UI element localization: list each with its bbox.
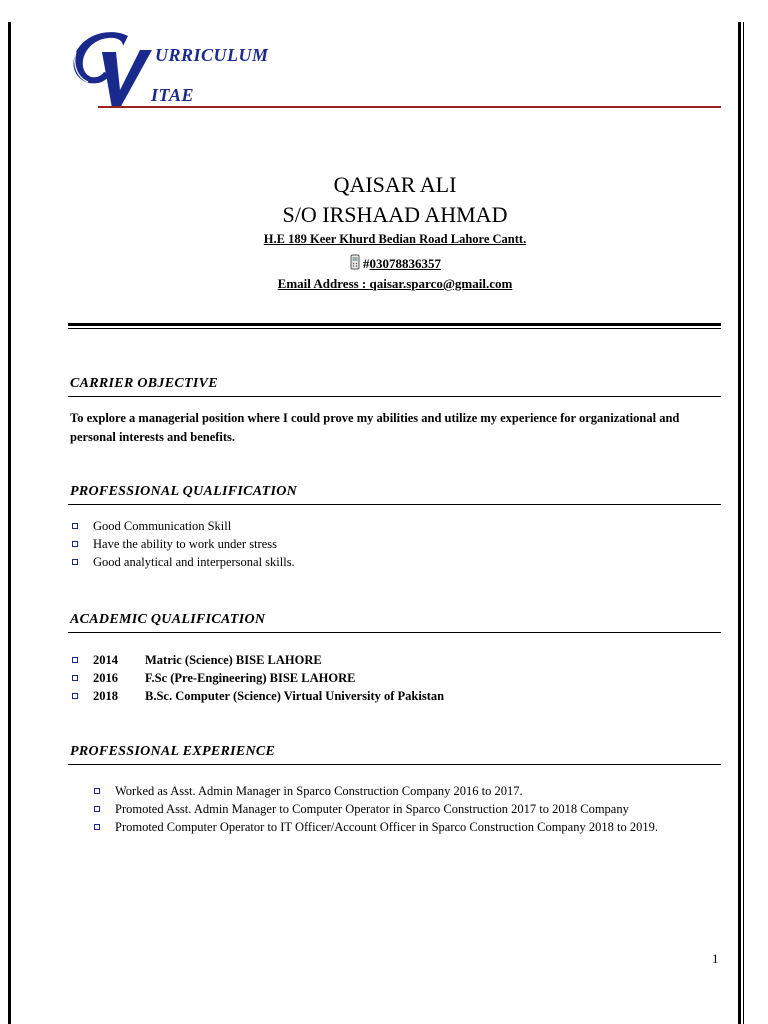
divider-thick [68,323,721,326]
header-rule [98,106,721,108]
professional-experience-list [92,782,712,836]
page-number: 1 [712,951,719,966]
address: H.E 189 Keer Khurd Bedian Road Lahore Cantt. [263,232,527,246]
square-bullet-icon [72,523,78,529]
list-item [70,669,710,687]
list-item [70,651,710,669]
list-item: Good analytical and interpersonal skills. [70,553,710,571]
phone-prefix: # [363,256,370,271]
square-bullet-icon [72,675,78,681]
phone-number: 03078836357 [369,256,441,271]
section-title-objective: CARRIER OBJECTIVE [70,376,218,391]
section-rule-professional-experience [68,764,721,765]
left-border [8,22,11,1024]
list-item: Promoted Asst. Admin Manager to Computer Operator in Sparco Construction 2017 to 2018 Company [92,800,712,818]
section-title-professional-qualification: PROFESSIONAL QUALIFICATION [70,484,298,499]
section-rule-professional-qualification [68,504,721,505]
list-item [70,687,710,705]
list-item: Have the ability to work under stress [70,535,710,553]
square-bullet-icon [72,657,78,663]
professional-qualification-list [70,517,710,571]
phone-line [70,254,720,272]
divider-thin [68,328,721,329]
section-title-professional-experience: PROFESSIONAL EXPERIENCE [70,744,276,759]
academic-desc: Matric (Science) BISE LAHORE [145,653,322,667]
section-rule-academic-qualification [68,632,721,633]
academic-desc: B.Sc. Computer (Science) Virtual University of Pakistan [145,689,445,703]
objective-text: To explore a managerial position where I could prove my abilities and utilize my experience for organizational and personal interests and benefits. [70,411,680,444]
mobile-phone-icon [349,254,361,270]
section-rule-objective [68,396,721,397]
square-bullet-icon [72,693,78,699]
square-bullet-icon [72,541,78,547]
square-bullet-icon [94,788,100,794]
list-item: Good Communication Skill [70,517,710,535]
applicant-name: QAISAR ALI [333,172,457,197]
academic-year: 2018 [93,689,118,703]
academic-year: 2016 [93,671,118,685]
right-border [738,22,741,1024]
academic-desc: F.Sc (Pre-Engineering) BISE LAHORE [145,671,356,685]
section-title-academic-qualification: ACADEMIC QUALIFICATION [70,612,266,627]
email-address: Email Address : qaisar.sparco@gmail.com [277,276,513,291]
academic-qualification-list [70,651,710,705]
cv-logo-icon [68,28,158,110]
square-bullet-icon [94,824,100,830]
square-bullet-icon [94,806,100,812]
right-border-thin [743,22,744,1024]
father-name: S/O IRSHAAD AHMAD [282,202,508,227]
square-bullet-icon [72,559,78,565]
list-item: Promoted Computer Operator to IT Officer/Account Officer in Sparco Construction Company 2018 to 2019. [92,818,712,836]
logo-word-urriculum: URRICULUM [155,45,269,65]
logo-word-itae: ITAE [151,85,195,105]
academic-year: 2014 [93,653,118,667]
list-item: Worked as Asst. Admin Manager in Sparco Construction Company 2016 to 2017. [92,782,712,800]
